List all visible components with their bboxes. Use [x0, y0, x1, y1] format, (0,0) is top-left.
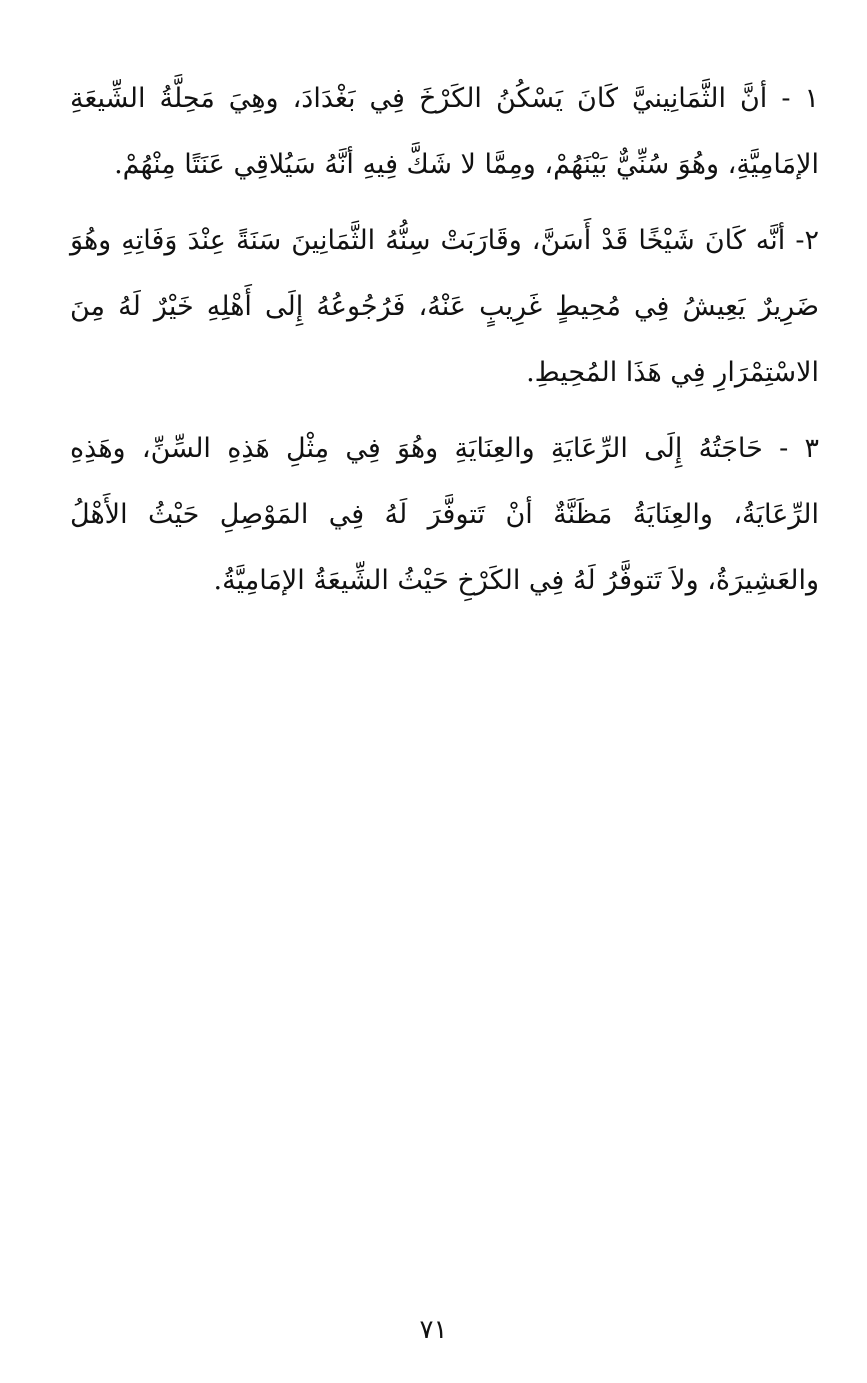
list-item-2: [70, 208, 819, 406]
page-content: [70, 66, 819, 624]
list-item-text: حَاجَتُهُ إِلَى الرِّعَايَةِ والعِنَايَةِ وهُوَ فِي مِثْلِ هَذِهِ السِّنِّ، وهَذِهِ الرِّعَايَةُ، والعِنَايَةُ مَظَنَّةٌ أنْ تَتوفَّرَ لَهُ فِي المَوْصِلِ حَيْثُ الأَهْلُ والعَشِيرَةُ، ولاَ تَتوفَّرُ لَهُ فِي الكَرْخِ حَيْثُ الشِّيعَةُ الإمَامِيَّةُ.: [70, 433, 819, 596]
list-item-3: [70, 416, 819, 614]
list-item-number: ٣ -: [779, 433, 819, 464]
list-item-text: أنَّه كَانَ شَيْخًا قَدْ أَسَنَّ، وقَارَبَتْ سِنُّهُ الثَّمَانِينَ سَنَةً عِنْدَ وَفَاتِهِ وهُوَ ضَرِيرٌ يَعِيشُ فِي مُحِيطٍ غَرِيبٍ عَنْهُ، فَرُجُوعُهُ إِلَى أَهْلِهِ خَيْرٌ لَهُ مِنَ الاسْتِمْرَارِ فِي هَذَا المُحِيطِ.: [70, 225, 819, 388]
list-item-text: أنَّ الثَّمَانِينيَّ كَانَ يَسْكُنُ الكَرْخَ فِي بَغْدَادَ، وهِيَ مَحِلَّةُ الشِّيعَةِ الإمَامِيَّةِ، وهُوَ سُنِّيٌّ بَيْنَهُمْ، ومِمَّا لا شَكَّ فِيهِ أنَّهُ سَيُلاقِي عَنَتًا مِنْهُمْ.: [70, 83, 819, 180]
list-item-number: ٢-: [795, 225, 819, 256]
list-item-number: ١ -: [781, 83, 819, 114]
list-item-1: [70, 66, 819, 198]
page-number: ٧١: [419, 1315, 448, 1345]
